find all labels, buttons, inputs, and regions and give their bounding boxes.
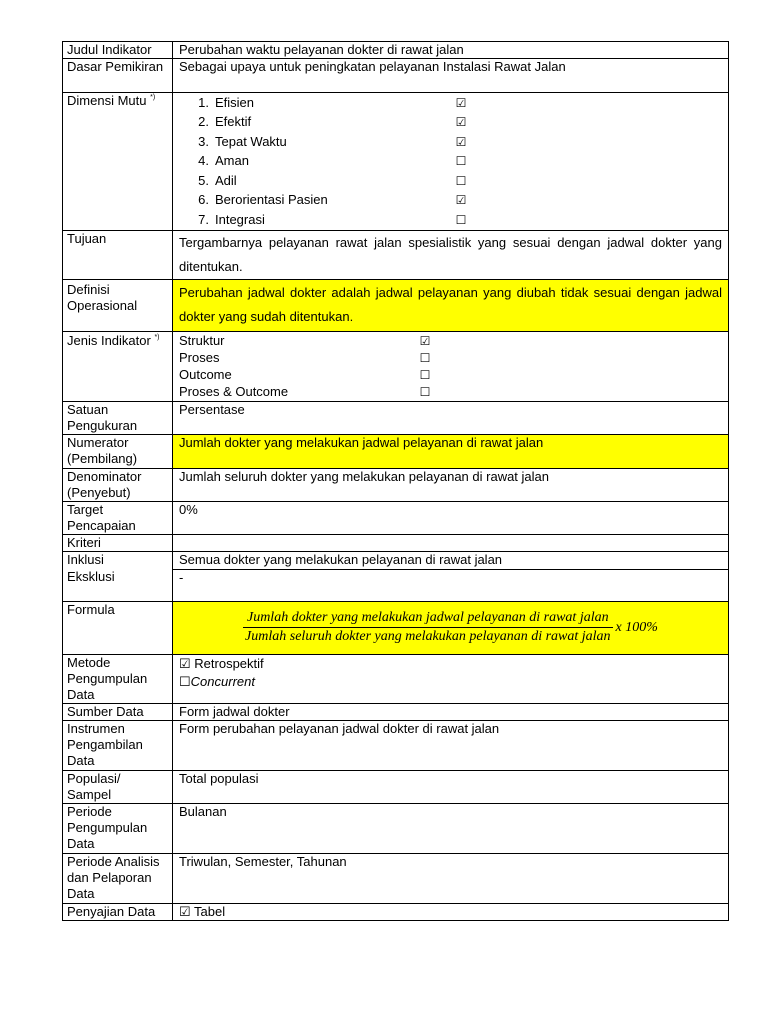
row-numerator [63,434,729,468]
jenis-label-text: Jenis Indikator [67,332,151,348]
jenis-item [179,350,722,367]
label-dimensi [63,93,173,231]
label-instrumen: Instrumen Pengambilan Data [63,720,173,770]
label-tujuan: Tujuan [63,230,173,279]
checkbox-checked-icon: ☑ [455,95,467,110]
checkbox-checked-icon: ☑ [179,903,191,919]
row-satuan [63,401,729,434]
value-satuan: Persentase [173,401,729,434]
jenis-item [179,384,722,401]
value-dasar: Sebagai upaya untuk peningkatan pelayanan Instalasi Rawat Jalan [173,59,729,93]
value-jenis [173,331,729,401]
checkbox-empty-icon: ☐ [455,173,467,188]
checkbox-empty-icon: ☐ [419,367,431,382]
dimensi-item-name: Integrasi [215,211,265,227]
checkbox-empty-icon: ☐ [419,384,431,399]
checkbox-checked-icon: ☑ [455,193,467,208]
label-periode-pengumpulan: Periode Pengumpulan Data [63,803,173,853]
value-dimensi [173,93,729,231]
metode-option-label: Concurrent [190,673,255,689]
label-kriteri: Kriteri [63,534,173,551]
checkbox-empty-icon: ☐ [455,154,467,169]
metode-option-label: Retrospektif [194,655,264,671]
metode-option-concurrent [179,673,722,691]
formula-denominator: Jumlah seluruh dokter yang melakukan pelayanan di rawat jalan [245,629,611,644]
dimensi-item-name: Berorientasi Pasien [215,192,328,208]
formula-expression [173,602,728,654]
dimensi-item [179,132,722,152]
dimensi-item-no: 5. [198,172,209,188]
value-definisi: Perubahan jadwal dokter adalah jadwal pelayanan yang diubah tidak sesuai dengan jadwal dokter yang sudah ditentukan. [173,279,729,331]
row-sumber [63,703,729,720]
value-sumber: Form jadwal dokter [173,703,729,720]
row-definisi [63,279,729,331]
dimensi-item-no: 3. [198,133,209,149]
label-dasar: Dasar Pemikiran [63,59,173,93]
dimensi-label-text: Dimensi Mutu [67,93,147,108]
label-populasi: Populasi/ Sampel [63,770,173,803]
jenis-item-name: Proses [179,349,220,365]
row-denominator [63,468,729,501]
jenis-footnote-mark: *) [154,333,160,341]
row-populasi [63,770,729,803]
value-target: 0% [173,501,729,534]
label-eksklusi: Eksklusi [63,569,173,601]
dimensi-item-name: Tepat Waktu [215,133,287,149]
dimensi-item-name: Efektif [215,114,252,130]
checkbox-empty-icon: ☐ [455,212,467,227]
dimensi-item [179,152,722,172]
jenis-item [179,333,722,350]
penyajian-value: Tabel [194,903,226,919]
dimensi-item-no: 1. [198,94,209,110]
row-periode-pengumpulan [63,803,729,853]
row-kriteri [63,534,729,551]
value-denominator: Jumlah seluruh dokter yang melakukan pelayanan di rawat jalan [173,468,729,501]
label-target: Target Pencapaian [63,501,173,534]
checkbox-checked-icon: ☑ [455,115,467,130]
dimensi-item [179,113,722,133]
row-formula [63,601,729,654]
row-judul [63,42,729,59]
value-eksklusi: - [173,569,729,601]
checkbox-checked-icon: ☑ [455,134,467,149]
label-definisi: Definisi Operasional [63,279,173,331]
dimensi-item-name: Aman [215,153,249,169]
value-populasi: Total populasi [173,770,729,803]
formula-numerator: Jumlah dokter yang melakukan jadwal pelayanan di rawat jalan [243,610,613,628]
checkbox-empty-icon: ☐ [179,673,191,689]
formula-fraction [243,610,613,645]
dimensi-item [179,191,722,211]
label-sumber: Sumber Data [63,703,173,720]
row-eksklusi [63,569,729,601]
value-kriteri [173,534,729,551]
dimensi-footnote-mark: *) [150,94,156,101]
dimensi-item [179,93,722,113]
row-jenis [63,331,729,401]
row-tujuan [63,230,729,279]
dimensi-item-name: Efisien [215,94,255,110]
value-tujuan: Tergambarnya pelayanan rawat jalan spesialistik yang sesuai dengan jadwal dokter yang ditentukan. [173,230,729,279]
label-formula: Formula [63,601,173,654]
label-judul: Judul Indikator [63,42,173,59]
row-inklusi [63,551,729,569]
value-formula [173,601,729,654]
row-dimensi [63,93,729,231]
dimensi-item [179,171,722,191]
metode-option-retrospektif [179,655,722,673]
jenis-item [179,367,722,384]
dimensi-item [179,210,722,230]
label-jenis [63,331,173,401]
jenis-item-name: Struktur [179,332,225,348]
dimensi-item-no: 2. [198,114,209,130]
value-periode-pengumpulan: Bulanan [173,803,729,853]
checkbox-empty-icon: ☐ [419,350,431,365]
row-dasar [63,59,729,93]
jenis-item-name: Outcome [179,366,232,382]
value-numerator: Jumlah dokter yang melakukan jadwal pelayanan di rawat jalan [173,434,729,468]
value-inklusi: Semua dokter yang melakukan pelayanan di rawat jalan [173,551,729,569]
dimensi-item-no: 4. [198,153,209,169]
label-satuan: Satuan Pengukuran [63,401,173,434]
dimensi-item-no: 6. [198,192,209,208]
row-instrumen [63,720,729,770]
formula-multiplier: x 100% [615,619,658,635]
value-metode [173,654,729,703]
value-periode-analisis: Triwulan, Semester, Tahunan [173,853,729,903]
value-judul: Perubahan waktu pelayanan dokter di rawat jalan [173,42,729,59]
indicator-table [62,41,729,921]
row-target [63,501,729,534]
row-periode-analisis [63,853,729,903]
label-inklusi: Inklusi [63,551,173,569]
label-numerator: Numerator (Pembilang) [63,434,173,468]
label-penyajian: Penyajian Data [63,903,173,920]
value-penyajian [173,903,729,920]
label-denominator: Denominator (Penyebut) [63,468,173,501]
dimensi-item-name: Adil [215,172,237,188]
row-metode [63,654,729,703]
label-periode-analisis: Periode Analisis dan Pelaporan Data [63,853,173,903]
checkbox-checked-icon: ☑ [179,655,191,671]
dimensi-item-no: 7. [198,211,209,227]
row-penyajian [63,903,729,920]
checkbox-checked-icon: ☑ [419,333,431,348]
value-instrumen: Form perubahan pelayanan jadwal dokter di rawat jalan [173,720,729,770]
jenis-item-name: Proses & Outcome [179,383,289,399]
label-metode: Metode Pengumpulan Data [63,654,173,703]
